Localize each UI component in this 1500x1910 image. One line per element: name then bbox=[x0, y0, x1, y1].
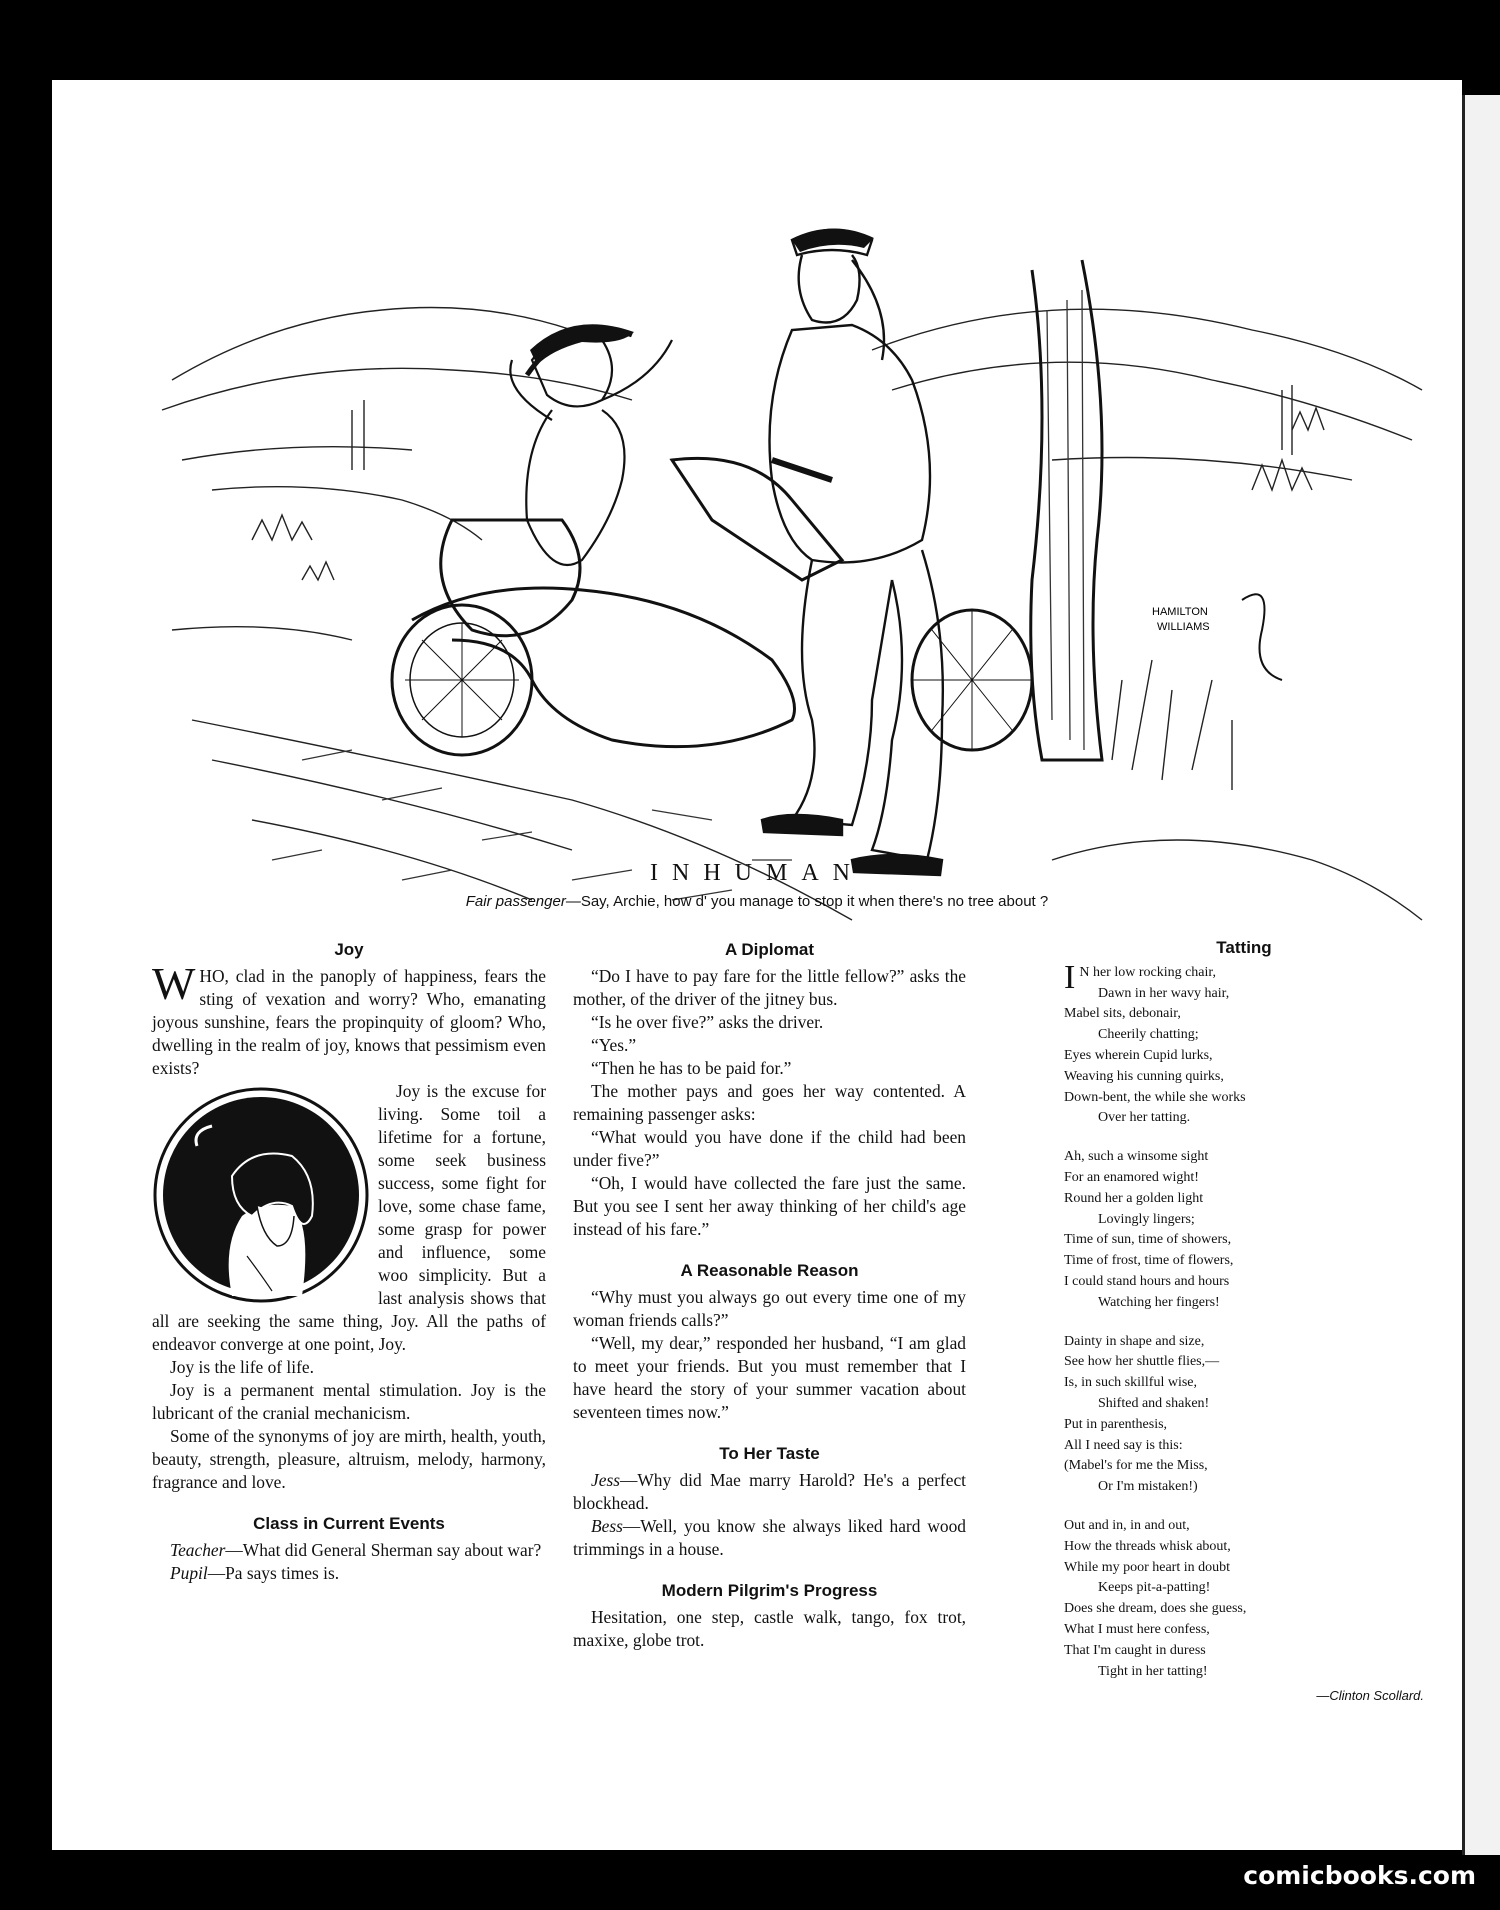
diplomat-para: “What would you have done if the child had been under five?” bbox=[573, 1127, 966, 1170]
poem-line: Mabel sits, debonair, bbox=[1064, 1006, 1181, 1022]
diplomat-para: “Is he over five?” asks the driver. bbox=[591, 1012, 824, 1032]
magazine-page bbox=[52, 80, 1462, 1850]
cartoon-caption bbox=[52, 893, 1462, 910]
poem-line: Cheerily chatting; bbox=[1098, 1027, 1199, 1043]
taste-heading: To Her Taste bbox=[719, 1444, 820, 1463]
poem-line: Dainty in shape and size, bbox=[1064, 1333, 1205, 1349]
bess-line: Bess—Well, you know she always liked hard wood trimmings in a house. bbox=[573, 1516, 966, 1559]
poem-author: —Clinton Scollard. bbox=[1316, 1688, 1424, 1704]
poem-line: Is, in such skillful wise, bbox=[1064, 1375, 1197, 1391]
poem-line: Watching her fingers! bbox=[1098, 1294, 1220, 1310]
cartoon-illustration bbox=[152, 160, 1432, 940]
cartoon-title: INHUMAN bbox=[650, 860, 864, 886]
column-tatting-poem bbox=[1064, 938, 1424, 1707]
poem-line: While my poor heart in doubt bbox=[1064, 1559, 1231, 1575]
column-joy bbox=[152, 938, 546, 1585]
poem-line: What I must here confess, bbox=[1064, 1621, 1210, 1637]
diplomat-para: “Yes.” bbox=[591, 1035, 637, 1055]
bess-speaker: Bess bbox=[591, 1516, 623, 1536]
diplomat-para: “Oh, I would have collected the fare just the same. But you see I sent her away thinking of her child's age instead of his fare.” bbox=[573, 1173, 966, 1239]
caption-text: —Say, Archie, how d' you manage to stop it when there's no tree about ? bbox=[565, 893, 1049, 910]
adjacent-page-edge bbox=[1462, 95, 1500, 1855]
poem-line: I could stand hours and hours bbox=[1064, 1273, 1230, 1289]
joy-intro bbox=[152, 958, 546, 1080]
pupil-line: Pupil—Pa says times is. bbox=[170, 1563, 340, 1583]
poem-line: Over her tatting. bbox=[1098, 1110, 1191, 1126]
poem-line: Down-bent, the while she works bbox=[1064, 1089, 1246, 1105]
poem-line: Ah, such a winsome sight bbox=[1064, 1149, 1209, 1165]
poem-line: For an enamored wight! bbox=[1064, 1169, 1199, 1185]
poem-line: Keeps pit-a-patting! bbox=[1098, 1580, 1211, 1596]
poem-line: Tight in her tatting! bbox=[1098, 1663, 1208, 1679]
poem-line: Does she dream, does she guess, bbox=[1064, 1601, 1247, 1617]
joy-intro-text: HO, clad in the panoply of happiness, fears the sting of vexation and worry? Who, emanating joyous sunshine, fears the propinquity of gloom? Who, dwelling in the realm of joy, knows that pessimism even exists? bbox=[152, 966, 546, 1078]
artist-signature-line1: HAMILTON bbox=[1152, 606, 1208, 618]
pupil-speaker: Pupil bbox=[170, 1563, 208, 1583]
poem-line: Out and in, in and out, bbox=[1064, 1517, 1190, 1533]
poem-line: Time of sun, time of showers, bbox=[1064, 1232, 1232, 1248]
reasonable-para: “Why must you always go out every time one of my woman friends calls?” bbox=[573, 1287, 966, 1330]
poem-line: Shifted and shaken! bbox=[1098, 1395, 1210, 1411]
site-watermark: comicbooks.com bbox=[1243, 1861, 1476, 1890]
pilgrim-text: Hesitation, one step, castle walk, tango, fox trot, maxixe, globe trot. bbox=[573, 1607, 966, 1650]
diplomat-heading: A Diplomat bbox=[724, 940, 815, 959]
joy-dropcap: W bbox=[152, 958, 196, 1009]
column-diplomat bbox=[573, 938, 966, 1652]
poem-line: Time of frost, time of flowers, bbox=[1064, 1253, 1234, 1269]
poem-line: Weaving his cunning quirks, bbox=[1064, 1068, 1224, 1084]
joy-para-5: Some of the synonyms of joy are mirth, health, youth, beauty, strength, pleasure, altruism, melody, harmony, fragrance and love. bbox=[152, 1426, 546, 1492]
poem-line: Put in parenthesis, bbox=[1064, 1416, 1168, 1432]
caption-speaker: Fair passenger bbox=[465, 893, 566, 910]
joy-para-3: Joy is the life of life. bbox=[170, 1357, 314, 1377]
reasonable-para: “Well, my dear,” responded her husband, “I am glad to meet your friends. But you must remember that I have heard the story of your summer vacation about seventeen times now.” bbox=[573, 1333, 966, 1422]
class-events-heading: Class in Current Events bbox=[253, 1514, 445, 1533]
poem-line: Eyes wherein Cupid lurks, bbox=[1064, 1047, 1213, 1063]
joy-para-4: Joy is a permanent mental stimulation. Joy is the lubricant of the cranial mechanicism. bbox=[152, 1380, 546, 1423]
poem-line: All I need say is this: bbox=[1064, 1437, 1183, 1453]
teacher-speaker: Teacher bbox=[170, 1540, 226, 1560]
poem-first-line: I N her low rocking chair, bbox=[1064, 958, 1216, 996]
tatting-dropcap: I bbox=[1064, 958, 1076, 996]
joy-heading: Joy bbox=[334, 940, 364, 959]
portrait-vignette bbox=[152, 1086, 370, 1304]
jess-line: Jess—Why did Mae marry Harold? He's a perfect blockhead. bbox=[573, 1470, 966, 1513]
diplomat-para: “Do I have to pay fare for the little fellow?” asks the mother, of the driver of the jitney bus. bbox=[573, 966, 966, 1009]
diplomat-para: “Then he has to be paid for.” bbox=[591, 1058, 792, 1078]
tatting-heading: Tatting bbox=[1216, 938, 1272, 957]
teacher-line: Teacher—What did General Sherman say about war? bbox=[170, 1540, 542, 1560]
reasonable-heading: A Reasonable Reason bbox=[680, 1261, 859, 1280]
joy-para-2: Joy is the excuse for living. Some toil a lifetime for a fortune, some seek business success, some fight for love, some chase fame, some grasp for power and influence, some woo simplicity. But a last analysis shows that all are seeking the same thing, Joy. All the paths of endeavor converge at one point, Joy. bbox=[152, 1081, 546, 1354]
poem-line: Lovingly lingers; bbox=[1098, 1211, 1195, 1227]
artist-signature-line2: WILLIAMS bbox=[1157, 621, 1210, 633]
poem-line: Round her a golden light bbox=[1064, 1190, 1204, 1206]
poem-line: Or I'm mistaken!) bbox=[1098, 1479, 1198, 1495]
poem-line: That I'm caught in duress bbox=[1064, 1642, 1206, 1658]
poem-line: See how her shuttle flies,— bbox=[1064, 1354, 1220, 1370]
poem-line: Dawn in her wavy hair, bbox=[1098, 985, 1230, 1001]
poem-line: (Mabel's for me the Miss, bbox=[1064, 1458, 1208, 1474]
poem-line: How the threads whisk about, bbox=[1064, 1538, 1231, 1554]
pilgrim-heading: Modern Pilgrim's Progress bbox=[661, 1581, 878, 1600]
jess-speaker: Jess bbox=[591, 1470, 620, 1490]
diplomat-para: The mother pays and goes her way contented. A remaining passenger asks: bbox=[573, 1081, 966, 1124]
